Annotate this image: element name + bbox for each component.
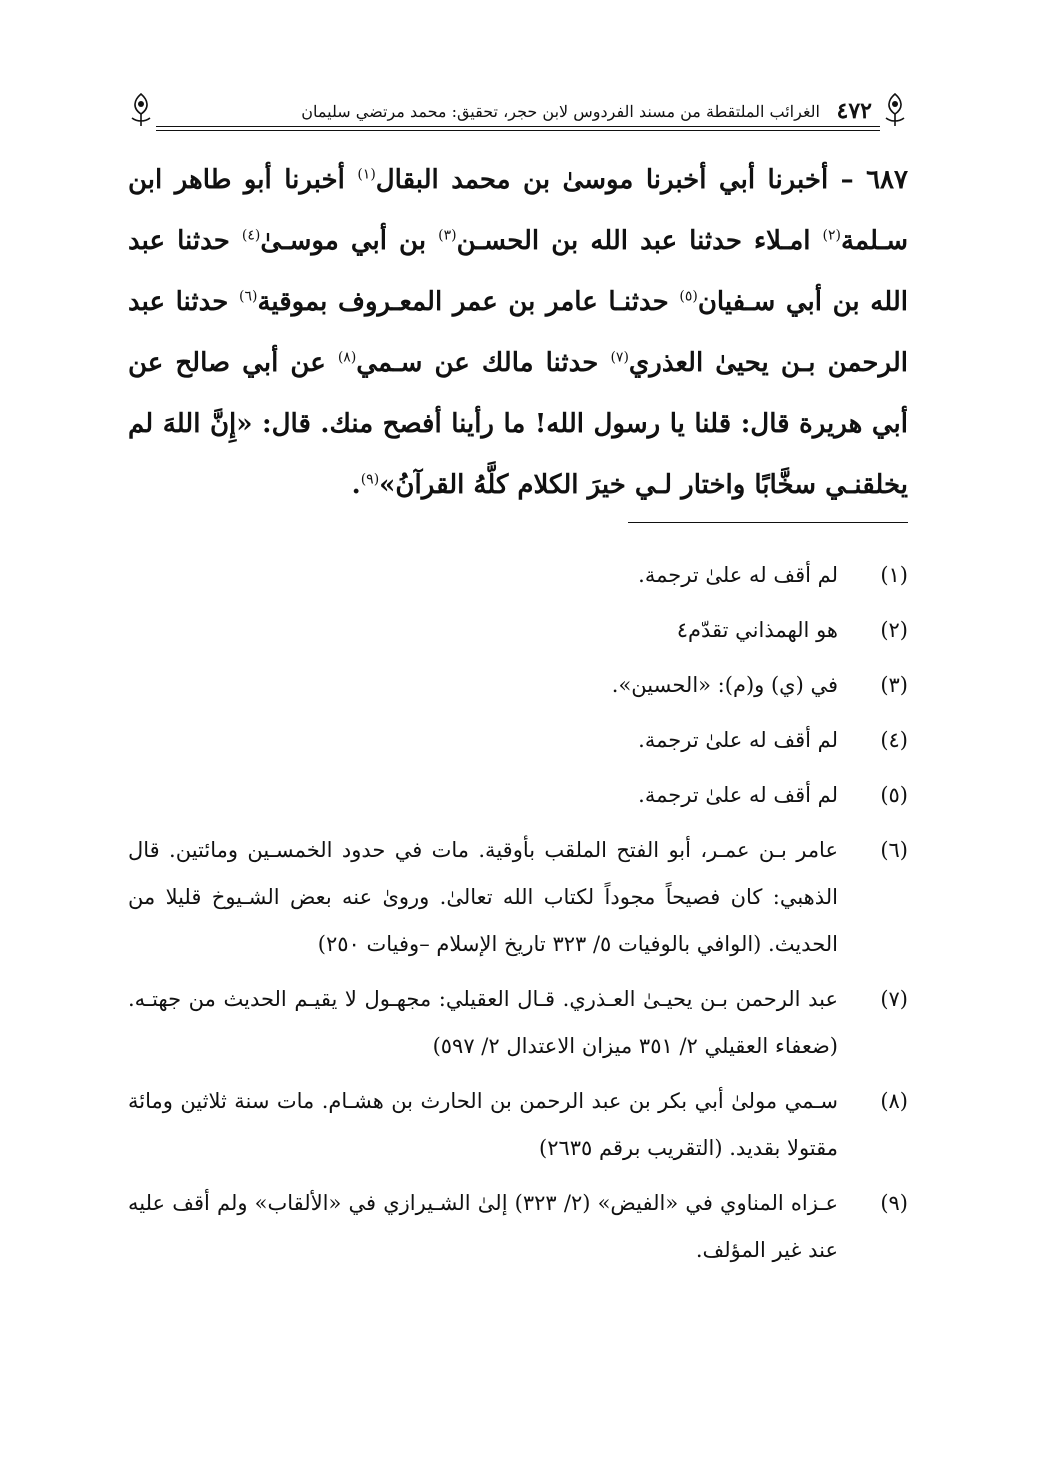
footnote-number: (٢) <box>880 618 908 642</box>
footnote-text: عبد الرحمن بـن يحيـىٰ العـذري. قـال العقيلي: مجهـول لا يقيـم الحديث من جهتـه. (ضعفاء العقيلي ٢/ ٣٥١ ميزان الاعتدال ٢/ ٥٩٧) <box>128 987 838 1058</box>
footnote-ref-8[interactable]: (٨) <box>337 349 357 366</box>
hadith-segment: بن أبي موسـىٰ <box>260 226 439 256</box>
footnote-item <box>128 827 908 968</box>
hadith-segment: عن أبي صالح عن أبي هريرة قال: قلنا يا رسول الله! ما رأينا أفصح منك. قال: «إِنَّ اللهَ لم يخلقنـي سخَّابًا واختار لـي خيرَ الكلام كلَّهُ القرآنُ» <box>128 348 908 500</box>
footnote-item <box>128 552 908 599</box>
hadith-segment: ٦٨٧ – أخبرنا أبي أخبرنا موسىٰ بن محمد البقال <box>375 165 908 195</box>
footnote-ref-3[interactable]: (٣) <box>438 227 457 244</box>
footnotes <box>128 552 908 1282</box>
footnote-ref-6[interactable]: (٦) <box>239 288 258 305</box>
footnote-item <box>128 607 908 654</box>
footnote-item <box>128 976 908 1070</box>
footnote-ref-9[interactable]: (٩) <box>360 471 380 488</box>
footnote-separator <box>628 522 908 523</box>
footnote-number: (٨) <box>880 1089 908 1113</box>
footnote-number: (٤) <box>880 728 908 752</box>
footnote-text: في (ي) و(م): «الحسين». <box>611 673 838 697</box>
hadith-segment: حدثنا عبد الله بن أبي سـفيان <box>128 226 908 317</box>
footnote-ref-2[interactable]: (٢) <box>822 227 842 244</box>
footnote-number: (٧) <box>880 987 908 1011</box>
footnote-ref-7[interactable]: (٧) <box>610 349 629 366</box>
header-rule-top <box>156 126 880 127</box>
footnote-item <box>128 1180 908 1274</box>
ornament-right-icon <box>882 92 908 128</box>
footnote-number: (٩) <box>880 1191 908 1215</box>
ornament-left-icon <box>128 92 154 128</box>
hadith-text <box>128 150 908 516</box>
page-header <box>128 92 908 134</box>
header-rule-bottom <box>156 130 880 131</box>
footnote-ref-1[interactable]: (١) <box>357 166 376 183</box>
footnote-number: (٣) <box>880 673 908 697</box>
footnote-text: لم أقف له علىٰ ترجمة. <box>638 728 838 752</box>
footnote-number: (٥) <box>880 783 908 807</box>
footnote-ref-4[interactable]: (٤) <box>241 227 261 244</box>
hadith-segment: امـلاء حدثنا عبد الله بن الحسـن <box>456 226 823 256</box>
footnote-number: (١) <box>880 563 908 587</box>
footnote-item <box>128 772 908 819</box>
footnote-text: لم أقف له علىٰ ترجمة. <box>638 783 838 807</box>
footnote-text: هو الهمذاني تقدّم٤ <box>676 618 838 642</box>
footnote-text: عـزاه المناوي في «الفيض» (٢/ ٣٢٣) إلىٰ الشـيرازي في «الألقاب» ولم أقف عليه عند غير المؤلف. <box>128 1191 838 1262</box>
hadith-segment: حدثنـا عامر بن عمر المعـروف بموقية <box>257 287 680 317</box>
footnote-text: لم أقف له علىٰ ترجمة. <box>638 563 838 587</box>
hadith-segment: حدثنا مالك عن سـمي <box>356 348 611 378</box>
page-number: ٤٧٢ <box>836 98 872 124</box>
footnote-text: عامر بـن عمـر، أبو الفتح الملقب بأوقية. مات في حدود الخمسـين ومائتين. قال الذهبي: كان فصيحاً مجوداً لكتاب الله تعالىٰ. وروىٰ عنه بعض الشـيوخ قليلا من الحديث. (الوافي بالوفيات ٥/ ٣٢٣ تاريخ الإسلام –وفيات ٢٥٠) <box>128 838 838 956</box>
footnote-item <box>128 717 908 764</box>
hadith-segment: أخبرنا أبو طاهر ابن سـلمة <box>128 165 908 256</box>
footnote-item <box>128 1078 908 1172</box>
footnote-item <box>128 662 908 709</box>
running-title: الغرائب الملتقطة من مسند الفردوس لابن حجر، تحقيق: محمد مرتضي سليمان <box>301 102 820 121</box>
hadith-segment: . <box>351 470 361 500</box>
footnote-number: (٦) <box>880 838 908 862</box>
footnote-ref-5[interactable]: (٥) <box>679 288 698 305</box>
hadith-segment: حدثنا عبد الرحمن بـن يحيىٰ العذري <box>128 287 908 378</box>
footnote-text: سـمي مولىٰ أبي بكر بن عبد الرحمن بن الحارث بن هشـام. مات سنة ثلاثين ومائة مقتولا بقديد. (التقريب برقم ٢٦٣٥) <box>128 1089 838 1160</box>
